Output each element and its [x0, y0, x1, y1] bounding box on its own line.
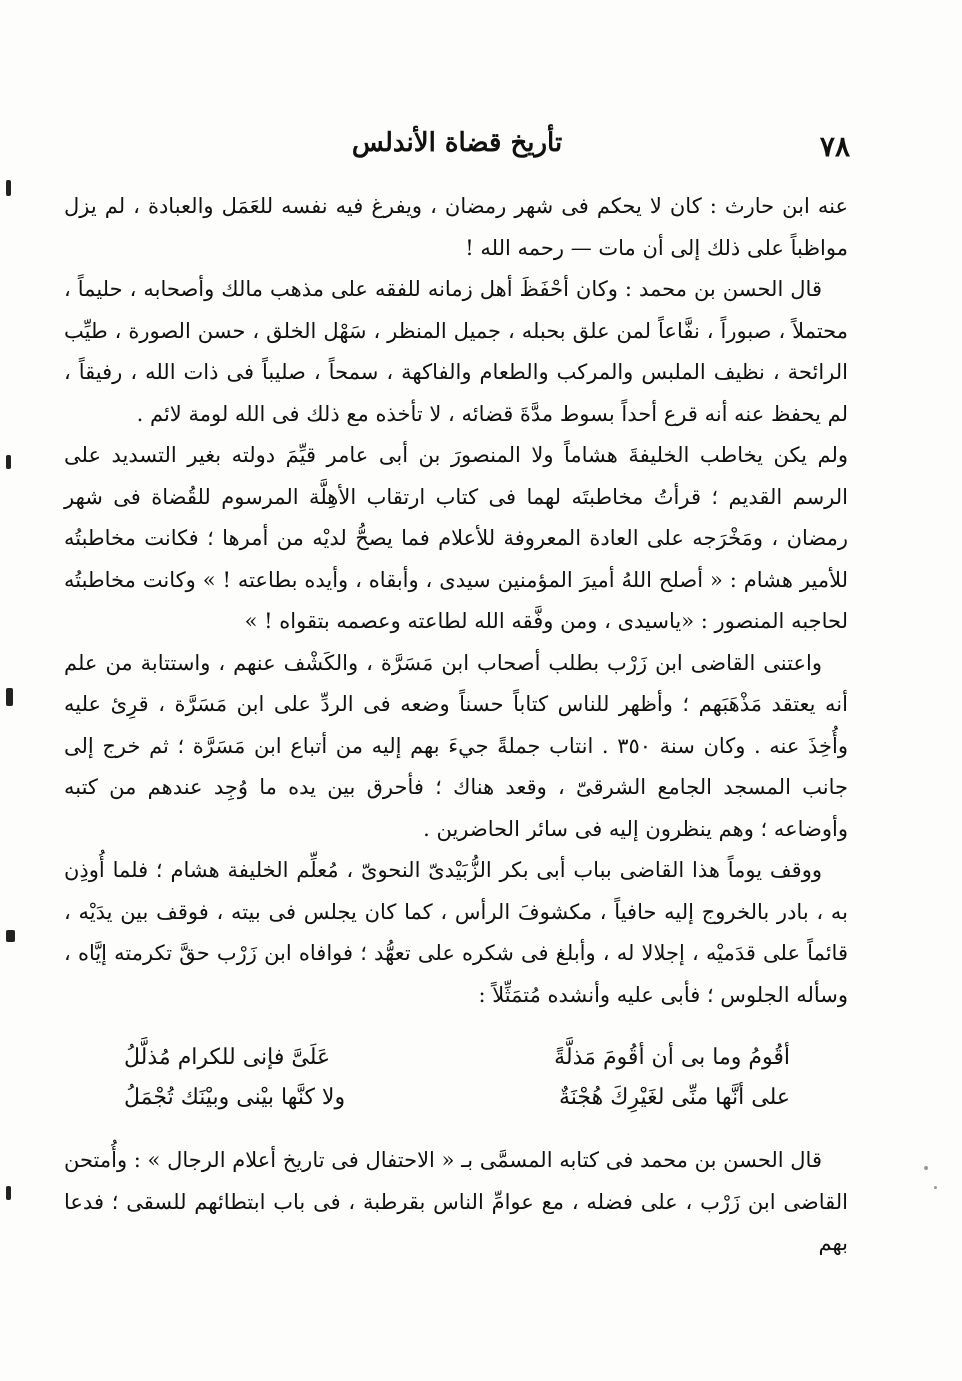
page-number: ٧٨ — [819, 130, 850, 163]
margin-mark — [6, 1186, 11, 1200]
scan-speck — [924, 1166, 928, 1170]
margin-mark — [6, 180, 11, 196]
paragraph: ولم يكن يخاطب الخليفةَ هشاماً ولا المنصورَ بن أبى عامر قيِّمَ دولته بغير التسديد على الرسم القديم ؛ قرأتُ مخاطبتَه لهما فى كتاب ارتقاب الأهِلَّة المرسوم للقُضاة فى شهر رمضان ، ومَخْرَجه على العادة المعروفة للأعلام فما يصحُّ لديْه من أمرها ؛ فكانت مخاطبتُه للأمير هشام : « أصلح اللهُ أميرَ المؤمنين سيدى ، وأبقاه ، وأيده بطاعته ! » وكانت مخاطبتُه لحاجبه المنصور : «ياسيدى ، ومن وفَّقه الله لطاعته وعصمه بتقواه ! » — [64, 443, 848, 633]
paragraph: واعتنى القاضى ابن زَرْب بطلب أصحاب ابن مَسَرَّة ، والكَشْف عنهم ، واستتابة من علم أنه يعتقد مَذْهَبَهم ؛ وأظهر للناس كتاباً حسناً وضعه فى الردِّ على ابن مَسَرَّة ، قرِئ عليه وأُخِذَ عنه . وكان سنة ٣٥٠ . انتاب جملةً جيءَ بهم إليه من أتباع ابن مَسَرَّة ؛ ثم خرج إلى جانب المسجد الجامع الشرقىّ ، وقعد هناك ؛ فأحرق بين يده ما وُجِد عندهم من كتبه وأوضاعه ؛ وهم ينظرون إليه فى سائر الحاضرين . — [64, 650, 849, 841]
running-title: تأريخ قضاة الأندلس — [351, 128, 563, 158]
paragraph: قال الحسن بن محمد فى كتابه المسمَّى بـ « الاحتفال فى تاريخ أعلام الرجال » : وأُمتحن القاضى ابن زَرْب ، على فضله ، مع عوامِّ الناس بقرطبة ، فى باب ابتطائهم للسقى ؛ فدعا بهم — [64, 1148, 848, 1255]
paragraph: ووقف يوماً هذا القاضى بباب أبى بكر الزُّبَيْدىّ النحوىّ ، مُعلِّم الخليفة هشام ؛ فلما أُوذِن به ، بادر بالخروج إليه حافياً ، مكشوفَ الرأس ، كما كان يجلس فى بيته ، فوقف بين يدَيْه ، قائماً على قدَميْه ، إجلالا له ، وأبلغ فى شكره على تعهُّد ؛ فوافاه ابن زَرْب حقَّ تكرمته إيَّاه ، وسأله الجلوس ؛ فأبى عليه وأنشده مُتمَثِّلاً : — [64, 858, 848, 1007]
poem-verse — [124, 1078, 790, 1118]
body-text — [64, 186, 848, 1265]
poem — [64, 1038, 848, 1118]
margin-mark — [6, 688, 13, 706]
poem-hemistich-second: ولا كنَّها بيْنى وبيْنَك تُجْمَلُ — [124, 1085, 346, 1110]
poem-verse — [124, 1038, 790, 1078]
paragraph: قال الحسن بن محمد : وكان أحْفَظَ أهل زمانه للفقه على مذهب مالك وأصحابه ، حليماً ، محتملاً ، صبوراً ، نفَّاعاً لمن علق بحبله ، جميل المنظر ، سَهْل الخلق ، حسن الصورة ، طيِّب الرائحة ، نظيف الملبس والمركب والطعام والفاكهة ، سمحاً ، صليباً فى ذات الله ، رفيقاً ، لم يحفظ عنه أنه قرع أحداً بسوط مدَّةَ قضائه ، لا تأخذه مع ذلك فى الله لومة لائم . — [64, 277, 848, 426]
margin-mark — [6, 455, 11, 469]
poem-hemistich-second: عَلَىَّ فإنى للكرام مُذلَّلُ — [124, 1045, 331, 1070]
scan-speck — [934, 1186, 937, 1189]
paragraph: عنه ابن حارث : كان لا يحكم فى شهر رمضان ، ويفرغ فيه نفسه للعَمَل والعبادة ، لم يزل مواظباً على ذلك إلى أن مات — رحمه الله ! — [64, 194, 848, 260]
margin-mark — [6, 930, 15, 942]
poem-hemistich-first: على أنَّها منِّى لغَيْرِكَ هُجْنَةٌ — [558, 1085, 790, 1110]
page-header — [64, 126, 850, 166]
poem-hemistich-first: أقُومُ وما بى أن أقُومَ مَذلَّةً — [554, 1045, 790, 1070]
